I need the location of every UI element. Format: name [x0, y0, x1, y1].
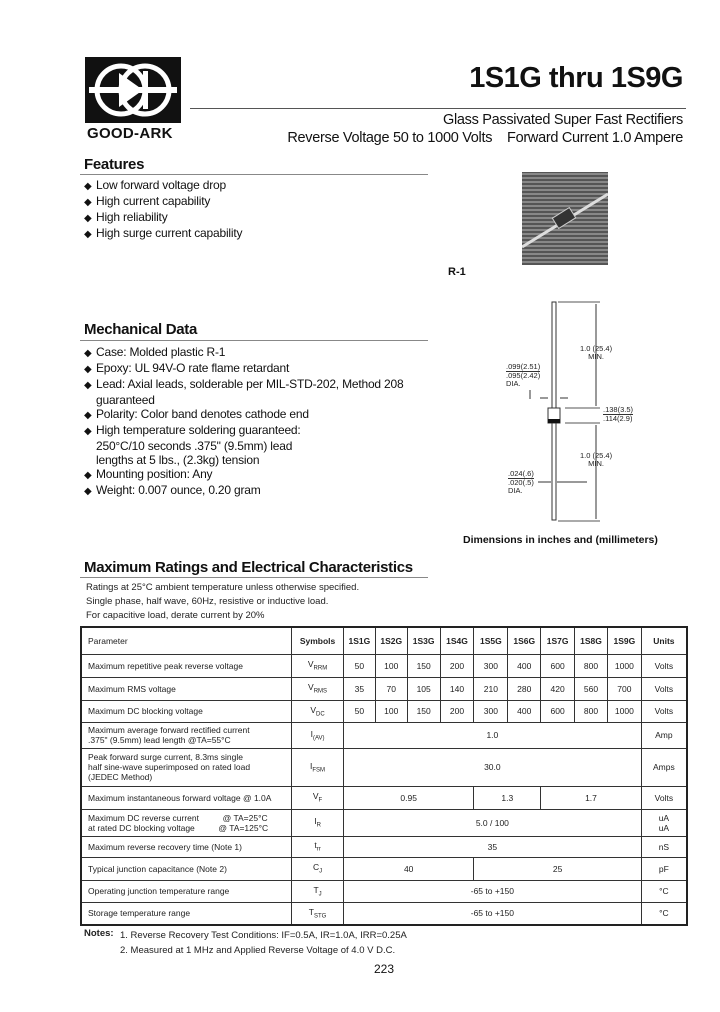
table-row	[81, 700, 687, 722]
value-text: 140	[449, 683, 465, 694]
column-header: Symbols	[292, 627, 344, 654]
value-cell	[375, 677, 407, 700]
parameter-text: Maximum DC blocking voltage	[88, 706, 203, 716]
symbol-text: T	[308, 906, 314, 917]
list-item: ◆ High reliability	[84, 210, 168, 224]
value-text: 40	[403, 863, 414, 874]
parameter-cell	[81, 722, 292, 748]
value-cell	[343, 880, 641, 902]
value-cell	[575, 700, 608, 722]
dim-body-dia-min: .095(2.42)	[506, 371, 541, 380]
unit-cell	[641, 902, 687, 925]
column-header: 1S1G	[343, 627, 375, 654]
condition-text: Ratings at 25°C ambient temperature unless otherwise specified.	[86, 582, 360, 593]
table-row	[81, 857, 687, 880]
parameter-text: at rated DC blocking voltage @ TA=125°C	[88, 822, 269, 833]
column-header: 1S6G	[508, 627, 541, 654]
value-cell	[508, 677, 541, 700]
symbol-subscript: RMS	[313, 688, 328, 695]
value-cell	[407, 700, 440, 722]
symbol-cell	[292, 654, 344, 677]
column-header: 1S9G	[607, 627, 641, 654]
symbol-text: T	[313, 884, 319, 895]
list-item: ◆ Case: Molded plastic R-1	[84, 345, 226, 359]
value-cell	[343, 722, 641, 748]
value-text: 35	[487, 841, 498, 852]
symbol-text: V	[308, 682, 314, 693]
symbol-subscript: R	[316, 822, 321, 829]
dim-dia-label: DIA.	[506, 379, 521, 388]
unit-text: Volts	[654, 660, 674, 671]
table-row	[81, 786, 687, 809]
column-header: 1S8G	[575, 627, 608, 654]
list-item: ◆ High temperature soldering guaranteed:	[84, 423, 301, 437]
symbol-text: I	[310, 728, 313, 739]
divider	[80, 174, 428, 175]
symbol-subscript: J	[318, 891, 322, 898]
parameter-cell	[81, 677, 292, 700]
list-item: lengths at 5 lbs., (2.3kg) tension	[96, 453, 260, 467]
value-text: 800	[583, 706, 599, 716]
value-cell	[541, 786, 642, 809]
list-item: ◆ High current capability	[84, 194, 211, 208]
unit-cell	[641, 880, 687, 902]
value-cell	[541, 654, 575, 677]
column-header: 1S2G	[375, 627, 407, 654]
company-logo	[85, 57, 181, 123]
unit-cell	[641, 700, 687, 722]
condition-text: Single phase, half wave, 60Hz, resistive or inductive load.	[86, 596, 329, 607]
value-text: 150	[416, 706, 431, 716]
list-item: guaranteed	[96, 393, 155, 407]
parameter-cell	[81, 748, 292, 786]
ratings-conditions	[86, 581, 359, 623]
value-text: 30.0	[484, 762, 501, 772]
value-cell	[607, 700, 641, 722]
value-text: 300	[483, 660, 498, 671]
parameter-text: half sine-wave superimposed on rated load	[88, 762, 251, 772]
column-header: 1S7G	[541, 627, 575, 654]
page-title: 1S1G thru 1S9G	[469, 62, 683, 94]
value-text: 1000	[614, 660, 634, 671]
dim-lead-length-top: 1.0 (25.4)	[580, 344, 613, 353]
symbol-cell	[292, 836, 344, 857]
list-item: ◆ Polarity: Color band denotes cathode end	[84, 407, 309, 421]
value-cell	[541, 700, 575, 722]
value-text: 1.3	[501, 792, 514, 803]
value-cell	[343, 809, 641, 836]
logo-text: GOOD-ARK	[87, 125, 173, 142]
symbol-cell	[292, 880, 344, 902]
symbol-cell	[292, 857, 344, 880]
table-header-row	[81, 627, 687, 654]
unit-cell	[641, 786, 687, 809]
symbol-text: t	[314, 840, 317, 851]
dim-body-len-min: .114(2.9)	[603, 414, 633, 423]
symbol-subscript: RRM	[313, 665, 328, 672]
divider	[190, 108, 686, 109]
parameter-cell	[81, 786, 292, 809]
dim-min-label: MIN.	[588, 352, 604, 361]
value-cell	[440, 700, 474, 722]
unit-text: Volts	[654, 683, 674, 694]
symbol-cell	[292, 809, 344, 836]
value-cell	[375, 700, 407, 722]
dim-dia-label: DIA.	[508, 486, 523, 495]
value-cell	[508, 654, 541, 677]
value-text: 150	[416, 660, 431, 671]
subtitle: Glass Passivated Super Fast Rectifiers	[442, 112, 683, 128]
dim-lead-dia-min: .020(.5)	[508, 478, 534, 487]
value-cell	[440, 677, 474, 700]
unit-text: uA	[658, 812, 670, 823]
symbol-text: V	[312, 791, 319, 802]
column-header: Parameter	[81, 627, 292, 654]
condition-text: For capacitive load, derate current by 20%	[86, 610, 265, 621]
value-cell	[541, 677, 575, 700]
parameter-text: Storage temperature range	[88, 908, 191, 919]
value-text: 400	[517, 706, 532, 716]
value-cell	[440, 654, 474, 677]
diode-photo-icon	[522, 172, 608, 265]
unit-text: uA	[658, 822, 670, 833]
value-text: 600	[550, 660, 565, 671]
note-item: 2. Measured at 1 MHz and Applied Reverse Voltage of 4.0 V D.C.	[120, 945, 396, 956]
value-text: 420	[550, 683, 565, 694]
unit-text: Amps	[653, 762, 675, 772]
value-text: 1000	[614, 706, 634, 716]
subtitle-ratings: Reverse Voltage 50 to 1000 Volts Forward Current 1.0 Ampere	[287, 130, 683, 146]
symbol-text: C	[312, 862, 320, 873]
unit-cell	[641, 677, 687, 700]
features-list	[84, 178, 242, 242]
symbol-cell	[292, 700, 344, 722]
parameter-cell	[81, 902, 292, 925]
value-cell	[474, 677, 508, 700]
value-text: 100	[384, 660, 399, 671]
value-text: 0.95	[400, 792, 417, 803]
unit-text: nS	[658, 841, 670, 852]
divider	[80, 340, 428, 341]
unit-cell	[641, 809, 687, 836]
table-row	[81, 902, 687, 925]
product-photo	[522, 172, 608, 265]
dim-body-dia-max: .099(2.51)	[506, 362, 541, 371]
value-text: 280	[517, 683, 532, 694]
parameter-text: Maximum RMS voltage	[88, 683, 176, 694]
value-cell	[607, 677, 641, 700]
symbol-cell	[292, 748, 344, 786]
parameter-text: Typical junction capacitance (Note 2)	[88, 863, 227, 874]
value-cell	[474, 654, 508, 677]
dimension-caption: Dimensions in inches and (millimeters)	[463, 534, 658, 546]
symbol-text: I	[314, 816, 317, 827]
symbol-subscript: F	[318, 797, 323, 804]
dimension-diagram	[460, 300, 660, 530]
value-text: 50	[354, 706, 365, 716]
column-header: 1S3G	[407, 627, 440, 654]
parameter-cell	[81, 880, 292, 902]
value-text: 100	[384, 706, 399, 716]
features-heading: Features	[84, 156, 145, 173]
parameter-cell	[81, 836, 292, 857]
list-item: 250°C/10 seconds .375" (9.5mm) lead	[96, 439, 293, 453]
symbol-cell	[292, 722, 344, 748]
dim-lead-dia-max: .024(.6)	[508, 469, 534, 478]
value-text: 600	[550, 706, 565, 716]
column-header: 1S5G	[474, 627, 508, 654]
parameter-text: Maximum instantaneous forward voltage @ 1.0A	[88, 792, 272, 803]
parameter-text: Maximum reverse recovery time (Note 1)	[88, 841, 242, 852]
value-cell	[343, 902, 641, 925]
value-text: 50	[354, 660, 365, 671]
list-item: ◆ Weight: 0.007 ounce, 0.20 gram	[84, 483, 261, 497]
value-cell	[407, 654, 440, 677]
value-text: 200	[449, 706, 465, 716]
value-cell	[343, 836, 641, 857]
mechanical-heading: Mechanical Data	[84, 321, 198, 338]
value-text: 25	[552, 863, 563, 874]
package-label: R-1	[448, 266, 466, 278]
ratings-heading: Maximum Ratings and Electrical Characteristics	[84, 559, 413, 576]
note-item: 1. Reverse Recovery Test Conditions: IF=0.5A, IR=1.0A, IRR=0.25A	[120, 930, 407, 941]
symbol-cell	[292, 902, 344, 925]
parameter-cell	[81, 700, 292, 722]
value-text: 1.7	[585, 792, 597, 803]
table-row	[81, 836, 687, 857]
table-row	[81, 677, 687, 700]
symbol-subscript: J	[319, 868, 323, 875]
list-item: ◆ Lead: Axial leads, solderable per MIL-STD-202, Method 208	[84, 377, 404, 391]
value-text: 200	[449, 660, 465, 671]
value-text: 300	[483, 706, 498, 716]
unit-text: Volts	[654, 706, 674, 716]
value-cell	[508, 700, 541, 722]
value-cell	[343, 786, 474, 809]
symbol-subscript: (AV)	[312, 735, 325, 742]
value-cell	[343, 748, 641, 786]
ratings-table	[80, 626, 688, 926]
value-cell	[343, 857, 474, 880]
value-text: -65 to +150	[470, 886, 514, 896]
value-cell	[375, 654, 407, 677]
dim-lead-length-bottom: 1.0 (25.4)	[580, 451, 613, 460]
symbol-subscript: FSM	[312, 767, 326, 774]
value-text: 700	[617, 683, 632, 694]
mechanical-list	[84, 345, 403, 499]
column-header: Units	[641, 627, 687, 654]
notes-list	[120, 928, 407, 958]
diode-logo-icon	[85, 57, 181, 123]
value-text: 5.0 / 100	[475, 817, 509, 828]
unit-cell	[641, 722, 687, 748]
value-text: 800	[583, 660, 599, 671]
value-cell	[474, 786, 541, 809]
parameter-text: Maximum average forward rectified current	[88, 725, 250, 735]
value-text: 70	[386, 683, 396, 694]
value-cell	[474, 857, 641, 880]
value-text: 1.0	[486, 730, 499, 740]
symbol-cell	[292, 786, 344, 809]
notes-label: Notes:	[84, 928, 114, 939]
parameter-text: Maximum DC reverse current @ TA=25°C	[88, 812, 268, 823]
list-item: ◆ Mounting position: Any	[84, 467, 213, 481]
unit-cell	[641, 748, 687, 786]
unit-cell	[641, 836, 687, 857]
symbol-subscript: rr	[316, 846, 321, 853]
unit-cell	[641, 654, 687, 677]
unit-text: °C	[659, 908, 669, 919]
parameter-cell	[81, 809, 292, 836]
parameter-text: (JEDEC Method)	[88, 772, 153, 782]
divider	[80, 577, 428, 578]
value-text: 35	[354, 683, 365, 694]
value-cell	[343, 700, 375, 722]
parameter-text: Operating junction temperature range	[88, 886, 230, 896]
list-item: ◆ Low forward voltage drop	[84, 178, 226, 192]
symbol-text: I	[310, 760, 313, 771]
value-text: 400	[517, 660, 532, 671]
table-row	[81, 748, 687, 786]
dim-body-len-max: .138(3.5)	[603, 405, 634, 414]
parameter-text: .375" (9.5mm) lead length @TA=55°C	[88, 735, 231, 745]
table-row	[81, 809, 687, 836]
parameter-cell	[81, 654, 292, 677]
symbol-cell	[292, 677, 344, 700]
value-cell	[407, 677, 440, 700]
parameter-cell	[81, 857, 292, 880]
symbol-subscript: DC	[316, 711, 325, 718]
value-cell	[343, 677, 375, 700]
column-header: 1S4G	[440, 627, 474, 654]
value-text: 560	[583, 683, 599, 694]
value-text: 210	[483, 683, 498, 694]
page-number: 223	[374, 962, 395, 976]
table-row	[81, 880, 687, 902]
list-item: ◆ High surge current capability	[84, 226, 243, 240]
unit-text: pF	[658, 863, 669, 874]
symbol-subscript: STG	[313, 913, 327, 920]
value-cell	[575, 654, 608, 677]
symbol-text: V	[307, 659, 314, 670]
dim-min-label: MIN.	[588, 459, 604, 468]
parameter-text: Peak forward surge current, 8.3ms single	[88, 752, 243, 762]
value-cell	[474, 700, 508, 722]
value-cell	[607, 654, 641, 677]
value-text: 105	[416, 683, 431, 694]
unit-text: Amp	[655, 730, 673, 740]
list-item: ◆ Epoxy: UL 94V-O rate flame retardant	[84, 361, 290, 375]
unit-text: °C	[659, 886, 669, 896]
unit-cell	[641, 857, 687, 880]
value-cell	[343, 654, 375, 677]
parameter-text: Maximum repetitive peak reverse voltage	[88, 660, 243, 671]
unit-text: Volts	[654, 792, 674, 803]
symbol-text: V	[310, 704, 317, 715]
value-text: -65 to +150	[470, 908, 514, 919]
value-cell	[575, 677, 608, 700]
table-row	[81, 722, 687, 748]
table-row	[81, 654, 687, 677]
